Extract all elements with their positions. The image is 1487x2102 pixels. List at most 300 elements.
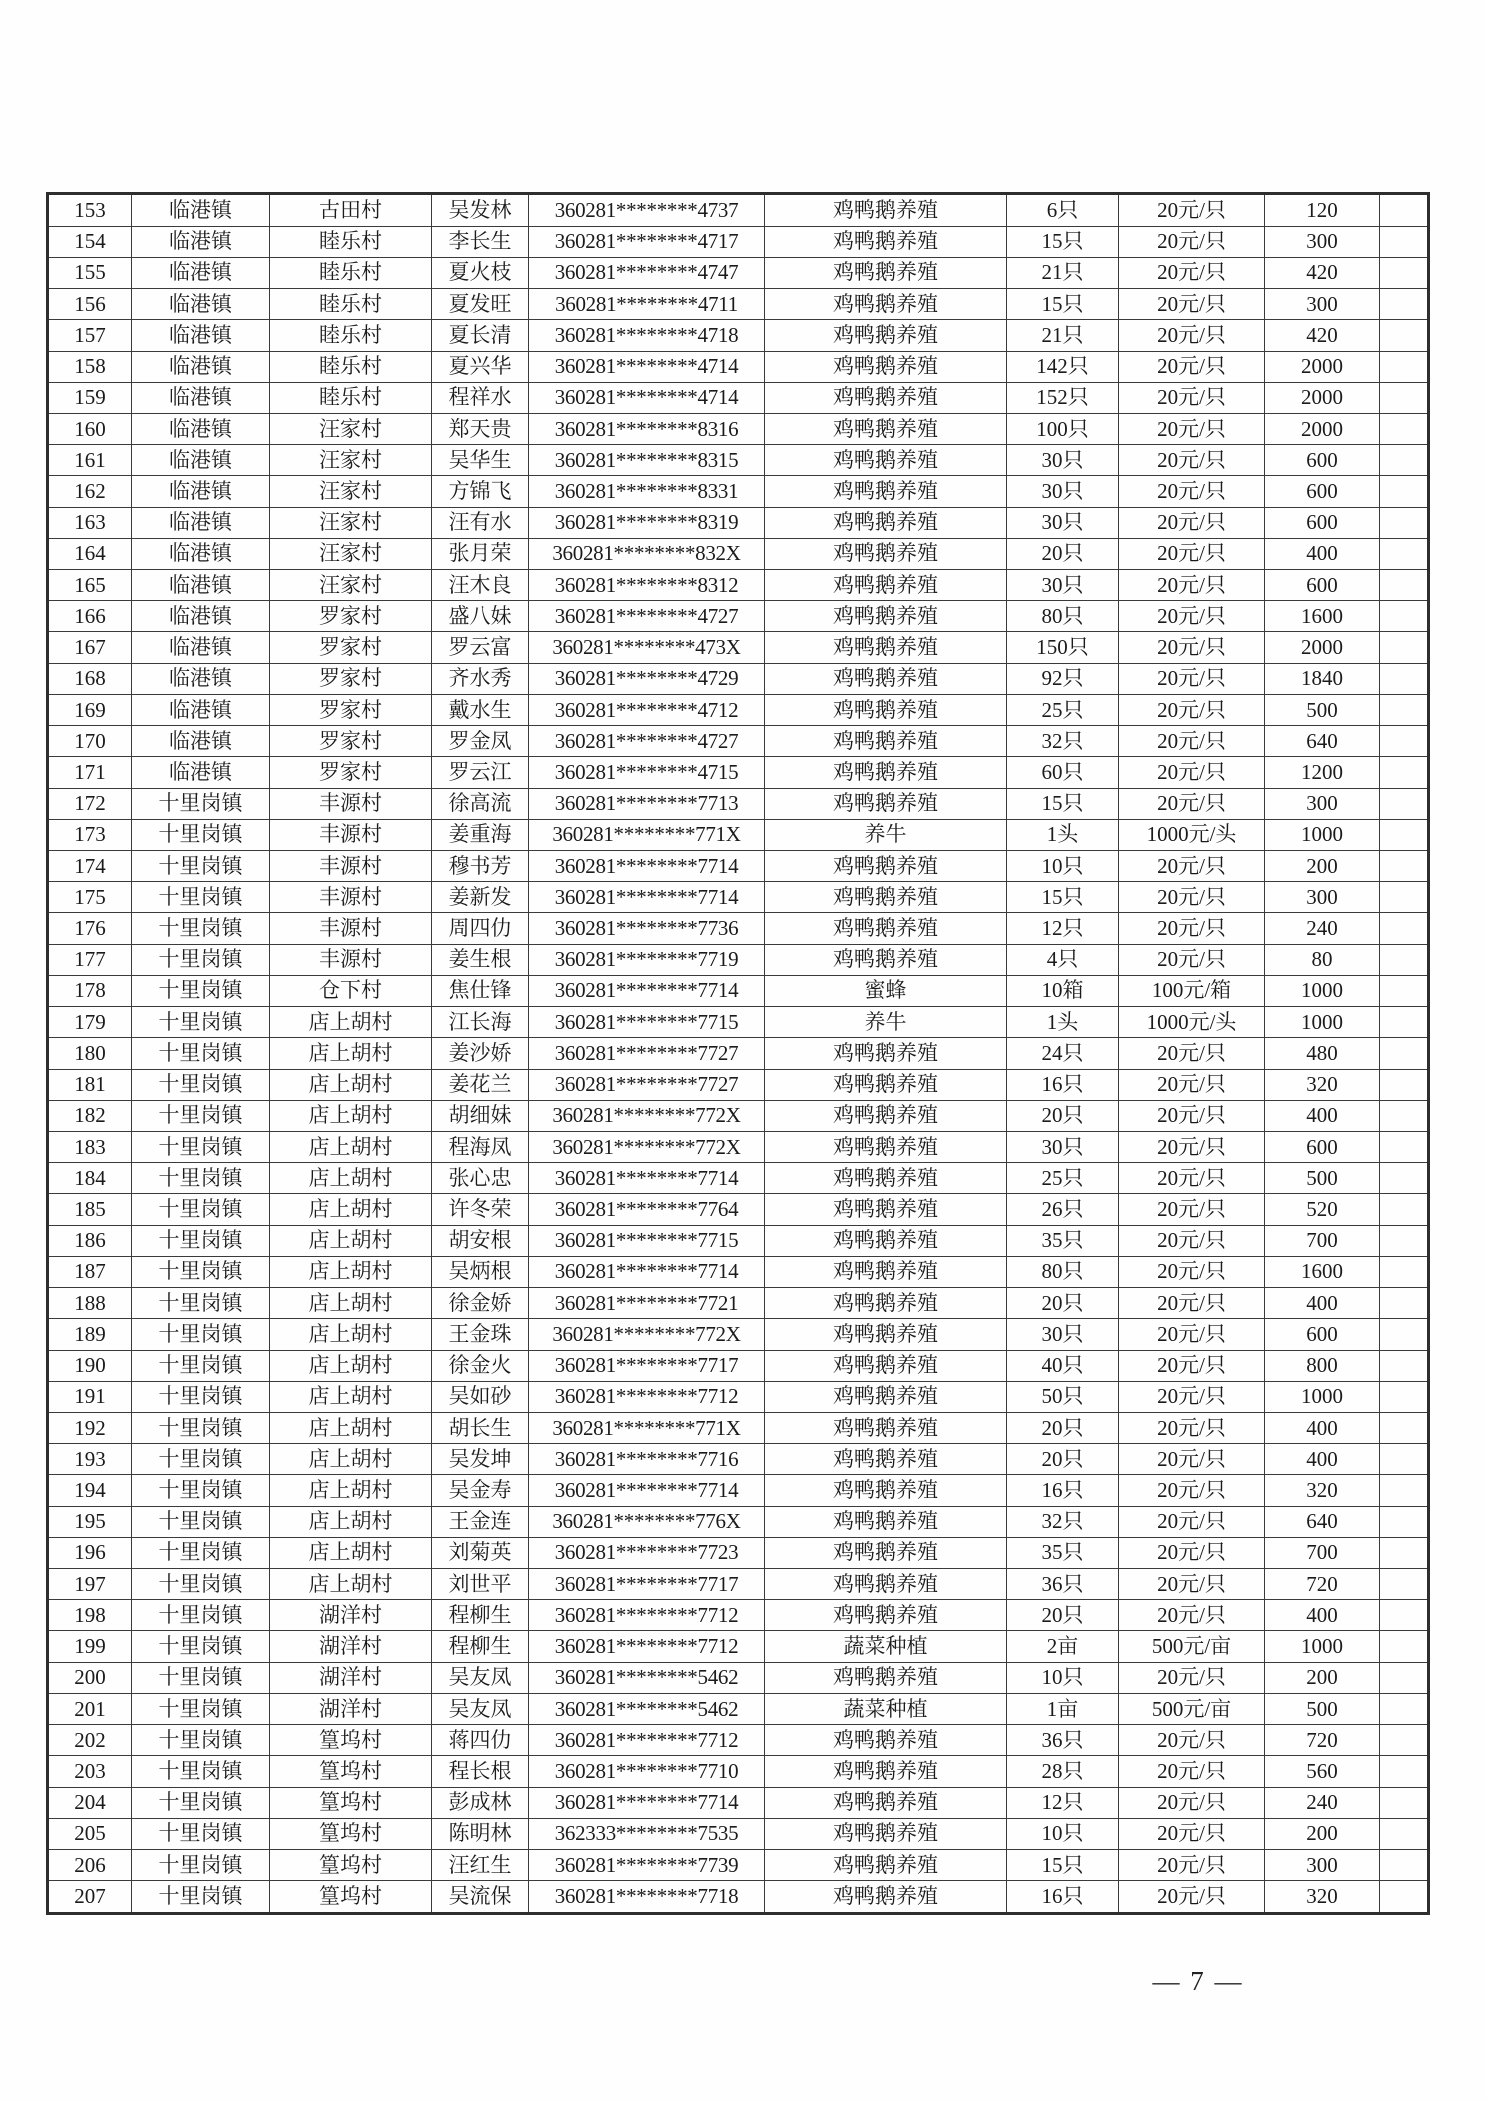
cell-unit-price: 20元/只 — [1119, 226, 1265, 257]
cell-quantity: 1亩 — [1007, 1693, 1119, 1724]
cell-quantity: 92只 — [1007, 663, 1119, 694]
cell-amount: 300 — [1265, 882, 1380, 913]
cell-index: 166 — [48, 601, 132, 632]
cell-id-masked: 360281********7712 — [529, 1600, 765, 1631]
cell-unit-price: 20元/只 — [1119, 1725, 1265, 1756]
cell-remark — [1380, 1225, 1429, 1256]
cell-quantity: 1头 — [1007, 819, 1119, 850]
cell-index: 177 — [48, 944, 132, 975]
cell-amount: 640 — [1265, 726, 1380, 757]
cell-village: 汪家村 — [270, 538, 432, 569]
cell-town: 十里岗镇 — [132, 1319, 270, 1350]
cell-id-masked: 360281********7714 — [529, 1787, 765, 1818]
cell-id-masked: 360281********7714 — [529, 1475, 765, 1506]
cell-project-type: 鸡鸭鹅养殖 — [765, 663, 1007, 694]
table-row — [48, 351, 1429, 382]
cell-unit-price: 20元/只 — [1119, 1288, 1265, 1319]
cell-amount: 700 — [1265, 1537, 1380, 1568]
subsidy-table — [46, 192, 1430, 1915]
cell-id-masked: 360281********7714 — [529, 1256, 765, 1287]
table-row — [48, 601, 1429, 632]
cell-village: 罗家村 — [270, 601, 432, 632]
cell-project-type: 鸡鸭鹅养殖 — [765, 1163, 1007, 1194]
cell-town: 十里岗镇 — [132, 1475, 270, 1506]
cell-person-name: 吴友凤 — [432, 1662, 529, 1693]
cell-person-name: 姜重海 — [432, 819, 529, 850]
cell-index: 163 — [48, 507, 132, 538]
cell-remark — [1380, 226, 1429, 257]
cell-quantity: 4只 — [1007, 944, 1119, 975]
cell-village: 店上胡村 — [270, 1163, 432, 1194]
cell-village: 睦乐村 — [270, 289, 432, 320]
cell-person-name: 周四仂 — [432, 913, 529, 944]
table-row — [48, 1069, 1429, 1100]
cell-id-masked: 360281********771X — [529, 1412, 765, 1443]
cell-amount: 1000 — [1265, 1007, 1380, 1038]
cell-remark — [1380, 445, 1429, 476]
cell-index: 161 — [48, 445, 132, 476]
cell-quantity: 24只 — [1007, 1038, 1119, 1069]
table-row — [48, 194, 1429, 227]
table-row — [48, 1662, 1429, 1693]
cell-index: 172 — [48, 788, 132, 819]
cell-quantity: 21只 — [1007, 320, 1119, 351]
cell-project-type: 鸡鸭鹅养殖 — [765, 1725, 1007, 1756]
cell-quantity: 1头 — [1007, 1007, 1119, 1038]
table-row — [48, 1100, 1429, 1131]
cell-id-masked: 360281********7727 — [529, 1038, 765, 1069]
cell-unit-price: 20元/只 — [1119, 1319, 1265, 1350]
cell-project-type: 鸡鸭鹅养殖 — [765, 413, 1007, 444]
cell-remark — [1380, 1412, 1429, 1443]
cell-remark — [1380, 538, 1429, 569]
cell-town: 十里岗镇 — [132, 1756, 270, 1787]
cell-project-type: 鸡鸭鹅养殖 — [765, 1256, 1007, 1287]
cell-quantity: 15只 — [1007, 1850, 1119, 1881]
cell-quantity: 25只 — [1007, 1163, 1119, 1194]
cell-project-type: 鸡鸭鹅养殖 — [765, 1194, 1007, 1225]
cell-town: 十里岗镇 — [132, 1256, 270, 1287]
cell-project-type: 鸡鸭鹅养殖 — [765, 538, 1007, 569]
cell-quantity: 35只 — [1007, 1225, 1119, 1256]
cell-project-type: 鸡鸭鹅养殖 — [765, 1038, 1007, 1069]
cell-town: 十里岗镇 — [132, 882, 270, 913]
cell-quantity: 16只 — [1007, 1475, 1119, 1506]
cell-town: 十里岗镇 — [132, 1100, 270, 1131]
table-row — [48, 507, 1429, 538]
cell-village: 湖洋村 — [270, 1662, 432, 1693]
cell-id-masked: 360281********7739 — [529, 1850, 765, 1881]
table-row — [48, 1475, 1429, 1506]
cell-village: 店上胡村 — [270, 1537, 432, 1568]
cell-id-masked: 360281********7719 — [529, 944, 765, 975]
cell-id-masked: 360281********7712 — [529, 1725, 765, 1756]
cell-index: 155 — [48, 257, 132, 288]
cell-quantity: 15只 — [1007, 289, 1119, 320]
cell-id-masked: 360281********772X — [529, 1319, 765, 1350]
cell-project-type: 鸡鸭鹅养殖 — [765, 1131, 1007, 1162]
cell-unit-price: 100元/箱 — [1119, 975, 1265, 1006]
cell-id-masked: 360281********8316 — [529, 413, 765, 444]
cell-remark — [1380, 1693, 1429, 1724]
cell-town: 临港镇 — [132, 476, 270, 507]
cell-project-type: 鸡鸭鹅养殖 — [765, 882, 1007, 913]
cell-town: 临港镇 — [132, 570, 270, 601]
cell-index: 179 — [48, 1007, 132, 1038]
cell-amount: 300 — [1265, 289, 1380, 320]
cell-project-type: 鸡鸭鹅养殖 — [765, 1319, 1007, 1350]
cell-amount: 120 — [1265, 194, 1380, 227]
cell-index: 182 — [48, 1100, 132, 1131]
table-row — [48, 819, 1429, 850]
cell-town: 十里岗镇 — [132, 975, 270, 1006]
cell-person-name: 姜新发 — [432, 882, 529, 913]
cell-project-type: 鸡鸭鹅养殖 — [765, 1787, 1007, 1818]
cell-village: 篁坞村 — [270, 1756, 432, 1787]
cell-index: 164 — [48, 538, 132, 569]
cell-remark — [1380, 851, 1429, 882]
cell-unit-price: 20元/只 — [1119, 1818, 1265, 1849]
table-row — [48, 289, 1429, 320]
cell-project-type: 鸡鸭鹅养殖 — [765, 1475, 1007, 1506]
cell-project-type: 养牛 — [765, 1007, 1007, 1038]
cell-id-masked: 360281********7712 — [529, 1381, 765, 1412]
cell-amount: 560 — [1265, 1756, 1380, 1787]
cell-unit-price: 20元/只 — [1119, 1662, 1265, 1693]
cell-village: 篁坞村 — [270, 1787, 432, 1818]
cell-project-type: 鸡鸭鹅养殖 — [765, 507, 1007, 538]
cell-amount: 400 — [1265, 1288, 1380, 1319]
cell-person-name: 徐金火 — [432, 1350, 529, 1381]
cell-remark — [1380, 1131, 1429, 1162]
cell-index: 201 — [48, 1693, 132, 1724]
cell-index: 175 — [48, 882, 132, 913]
cell-remark — [1380, 289, 1429, 320]
cell-id-masked: 360281********4747 — [529, 257, 765, 288]
cell-quantity: 12只 — [1007, 1787, 1119, 1818]
cell-amount: 300 — [1265, 788, 1380, 819]
cell-amount: 300 — [1265, 226, 1380, 257]
cell-remark — [1380, 1381, 1429, 1412]
cell-index: 184 — [48, 1163, 132, 1194]
cell-unit-price: 20元/只 — [1119, 1038, 1265, 1069]
cell-project-type: 鸡鸭鹅养殖 — [765, 1444, 1007, 1475]
cell-village: 店上胡村 — [270, 1350, 432, 1381]
cell-person-name: 江长海 — [432, 1007, 529, 1038]
table-row — [48, 1038, 1429, 1069]
cell-project-type: 鸡鸭鹅养殖 — [765, 1662, 1007, 1693]
cell-unit-price: 500元/亩 — [1119, 1693, 1265, 1724]
cell-amount: 1840 — [1265, 663, 1380, 694]
cell-project-type: 鸡鸭鹅养殖 — [765, 1350, 1007, 1381]
cell-remark — [1380, 663, 1429, 694]
cell-index: 200 — [48, 1662, 132, 1693]
cell-person-name: 许冬荣 — [432, 1194, 529, 1225]
cell-id-masked: 362333********7535 — [529, 1818, 765, 1849]
cell-remark — [1380, 1350, 1429, 1381]
cell-town: 十里岗镇 — [132, 1631, 270, 1662]
cell-town: 临港镇 — [132, 194, 270, 227]
cell-project-type: 鸡鸭鹅养殖 — [765, 757, 1007, 788]
cell-village: 丰源村 — [270, 882, 432, 913]
cell-town: 十里岗镇 — [132, 1412, 270, 1443]
cell-village: 丰源村 — [270, 913, 432, 944]
cell-index: 203 — [48, 1756, 132, 1787]
cell-amount: 600 — [1265, 1319, 1380, 1350]
cell-town: 临港镇 — [132, 289, 270, 320]
cell-id-masked: 360281********7714 — [529, 882, 765, 913]
cell-person-name: 夏长清 — [432, 320, 529, 351]
cell-index: 188 — [48, 1288, 132, 1319]
table-row — [48, 1444, 1429, 1475]
cell-town: 十里岗镇 — [132, 1506, 270, 1537]
cell-person-name: 吴发林 — [432, 194, 529, 227]
cell-unit-price: 20元/只 — [1119, 194, 1265, 227]
cell-remark — [1380, 726, 1429, 757]
cell-remark — [1380, 1194, 1429, 1225]
table-row — [48, 1569, 1429, 1600]
cell-village: 睦乐村 — [270, 320, 432, 351]
cell-village: 罗家村 — [270, 632, 432, 663]
cell-id-masked: 360281********7727 — [529, 1069, 765, 1100]
cell-person-name: 夏发旺 — [432, 289, 529, 320]
cell-unit-price: 20元/只 — [1119, 1600, 1265, 1631]
cell-person-name: 戴水生 — [432, 694, 529, 725]
cell-index: 171 — [48, 757, 132, 788]
table-row — [48, 226, 1429, 257]
cell-id-masked: 360281********7714 — [529, 1163, 765, 1194]
cell-quantity: 10只 — [1007, 1662, 1119, 1693]
cell-unit-price: 20元/只 — [1119, 757, 1265, 788]
cell-unit-price: 20元/只 — [1119, 538, 1265, 569]
cell-amount: 80 — [1265, 944, 1380, 975]
cell-town: 十里岗镇 — [132, 1537, 270, 1568]
cell-remark — [1380, 1475, 1429, 1506]
cell-index: 157 — [48, 320, 132, 351]
cell-project-type: 鸡鸭鹅养殖 — [765, 257, 1007, 288]
cell-amount: 600 — [1265, 445, 1380, 476]
cell-village: 篁坞村 — [270, 1725, 432, 1756]
table-row — [48, 413, 1429, 444]
cell-person-name: 胡细妹 — [432, 1100, 529, 1131]
cell-person-name: 焦仕锋 — [432, 975, 529, 1006]
cell-unit-price: 20元/只 — [1119, 1756, 1265, 1787]
cell-index: 205 — [48, 1818, 132, 1849]
cell-unit-price: 20元/只 — [1119, 1787, 1265, 1818]
cell-id-masked: 360281********771X — [529, 819, 765, 850]
cell-id-masked: 360281********7723 — [529, 1537, 765, 1568]
cell-project-type: 蜜蜂 — [765, 975, 1007, 1006]
cell-id-masked: 360281********4718 — [529, 320, 765, 351]
cell-id-masked: 360281********473X — [529, 632, 765, 663]
cell-village: 店上胡村 — [270, 1569, 432, 1600]
cell-id-masked: 360281********7714 — [529, 851, 765, 882]
cell-person-name: 张心忠 — [432, 1163, 529, 1194]
table-row — [48, 382, 1429, 413]
cell-person-name: 穆书芳 — [432, 851, 529, 882]
cell-id-masked: 360281********7712 — [529, 1631, 765, 1662]
table-row — [48, 1381, 1429, 1412]
cell-amount: 500 — [1265, 694, 1380, 725]
cell-amount: 200 — [1265, 851, 1380, 882]
cell-village: 汪家村 — [270, 570, 432, 601]
cell-amount: 600 — [1265, 1131, 1380, 1162]
cell-person-name: 张月荣 — [432, 538, 529, 569]
cell-amount: 640 — [1265, 1506, 1380, 1537]
cell-amount: 1000 — [1265, 1381, 1380, 1412]
cell-index: 194 — [48, 1475, 132, 1506]
cell-index: 181 — [48, 1069, 132, 1100]
cell-amount: 200 — [1265, 1662, 1380, 1693]
table-row — [48, 882, 1429, 913]
cell-unit-price: 20元/只 — [1119, 445, 1265, 476]
cell-quantity: 32只 — [1007, 726, 1119, 757]
cell-project-type: 鸡鸭鹅养殖 — [765, 851, 1007, 882]
cell-amount: 400 — [1265, 1100, 1380, 1131]
table-row — [48, 445, 1429, 476]
cell-unit-price: 20元/只 — [1119, 1131, 1265, 1162]
cell-id-masked: 360281********8331 — [529, 476, 765, 507]
cell-village: 湖洋村 — [270, 1600, 432, 1631]
cell-amount: 320 — [1265, 1881, 1380, 1914]
cell-town: 十里岗镇 — [132, 1350, 270, 1381]
cell-project-type: 鸡鸭鹅养殖 — [765, 1412, 1007, 1443]
cell-quantity: 100只 — [1007, 413, 1119, 444]
cell-remark — [1380, 1600, 1429, 1631]
cell-person-name: 吴发坤 — [432, 1444, 529, 1475]
cell-quantity: 60只 — [1007, 757, 1119, 788]
cell-index: 195 — [48, 1506, 132, 1537]
table-row — [48, 1600, 1429, 1631]
cell-quantity: 30只 — [1007, 1319, 1119, 1350]
cell-person-name: 汪有水 — [432, 507, 529, 538]
cell-quantity: 30只 — [1007, 476, 1119, 507]
cell-town: 十里岗镇 — [132, 819, 270, 850]
cell-town: 临港镇 — [132, 757, 270, 788]
table-row — [48, 257, 1429, 288]
cell-person-name: 盛八妹 — [432, 601, 529, 632]
cell-remark — [1380, 257, 1429, 288]
cell-remark — [1380, 1506, 1429, 1537]
cell-amount: 800 — [1265, 1350, 1380, 1381]
cell-project-type: 鸡鸭鹅养殖 — [765, 944, 1007, 975]
cell-amount: 720 — [1265, 1725, 1380, 1756]
cell-id-masked: 360281********5462 — [529, 1693, 765, 1724]
cell-person-name: 程长根 — [432, 1756, 529, 1787]
cell-person-name: 程祥水 — [432, 382, 529, 413]
cell-person-name: 吴友凤 — [432, 1693, 529, 1724]
cell-remark — [1380, 320, 1429, 351]
cell-index: 154 — [48, 226, 132, 257]
cell-town: 十里岗镇 — [132, 788, 270, 819]
cell-village: 店上胡村 — [270, 1288, 432, 1319]
cell-village: 店上胡村 — [270, 1194, 432, 1225]
cell-remark — [1380, 1007, 1429, 1038]
cell-amount: 720 — [1265, 1569, 1380, 1600]
cell-village: 罗家村 — [270, 757, 432, 788]
cell-town: 临港镇 — [132, 320, 270, 351]
cell-unit-price: 20元/只 — [1119, 1194, 1265, 1225]
cell-id-masked: 360281********4712 — [529, 694, 765, 725]
cell-project-type: 鸡鸭鹅养殖 — [765, 1818, 1007, 1849]
cell-index: 176 — [48, 913, 132, 944]
table-row — [48, 320, 1429, 351]
cell-project-type: 鸡鸭鹅养殖 — [765, 1537, 1007, 1568]
table-row — [48, 1131, 1429, 1162]
cell-quantity: 15只 — [1007, 788, 1119, 819]
cell-unit-price: 1000元/头 — [1119, 1007, 1265, 1038]
cell-id-masked: 360281********4727 — [529, 601, 765, 632]
cell-index: 183 — [48, 1131, 132, 1162]
cell-quantity: 150只 — [1007, 632, 1119, 663]
cell-index: 189 — [48, 1319, 132, 1350]
cell-person-name: 程柳生 — [432, 1631, 529, 1662]
cell-town: 十里岗镇 — [132, 1693, 270, 1724]
table-row — [48, 757, 1429, 788]
cell-quantity: 20只 — [1007, 1288, 1119, 1319]
cell-unit-price: 1000元/头 — [1119, 819, 1265, 850]
cell-village: 店上胡村 — [270, 1444, 432, 1475]
cell-unit-price: 20元/只 — [1119, 1412, 1265, 1443]
table-row — [48, 1881, 1429, 1914]
table-row — [48, 1350, 1429, 1381]
cell-unit-price: 20元/只 — [1119, 1069, 1265, 1100]
cell-index: 168 — [48, 663, 132, 694]
cell-town: 临港镇 — [132, 413, 270, 444]
cell-person-name: 程柳生 — [432, 1600, 529, 1631]
cell-amount: 320 — [1265, 1069, 1380, 1100]
cell-id-masked: 360281********7715 — [529, 1225, 765, 1256]
cell-index: 167 — [48, 632, 132, 663]
cell-index: 169 — [48, 694, 132, 725]
cell-remark — [1380, 788, 1429, 819]
cell-id-masked: 360281********7764 — [529, 1194, 765, 1225]
cell-quantity: 16只 — [1007, 1881, 1119, 1914]
cell-town: 十里岗镇 — [132, 1194, 270, 1225]
table-row — [48, 632, 1429, 663]
cell-project-type: 鸡鸭鹅养殖 — [765, 476, 1007, 507]
cell-remark — [1380, 476, 1429, 507]
cell-town: 临港镇 — [132, 382, 270, 413]
cell-amount: 1000 — [1265, 1631, 1380, 1662]
cell-quantity: 50只 — [1007, 1381, 1119, 1412]
cell-village: 罗家村 — [270, 663, 432, 694]
cell-unit-price: 20元/只 — [1119, 1100, 1265, 1131]
cell-town: 十里岗镇 — [132, 1444, 270, 1475]
cell-village: 湖洋村 — [270, 1693, 432, 1724]
cell-village: 店上胡村 — [270, 1256, 432, 1287]
cell-remark — [1380, 507, 1429, 538]
cell-person-name: 姜沙娇 — [432, 1038, 529, 1069]
cell-town: 临港镇 — [132, 507, 270, 538]
cell-unit-price: 20元/只 — [1119, 289, 1265, 320]
cell-project-type: 鸡鸭鹅养殖 — [765, 726, 1007, 757]
cell-remark — [1380, 1163, 1429, 1194]
cell-project-type: 鸡鸭鹅养殖 — [765, 632, 1007, 663]
cell-town: 临港镇 — [132, 226, 270, 257]
cell-quantity: 21只 — [1007, 257, 1119, 288]
table-row — [48, 694, 1429, 725]
cell-quantity: 30只 — [1007, 445, 1119, 476]
cell-town: 临港镇 — [132, 601, 270, 632]
table-row — [48, 1194, 1429, 1225]
cell-quantity: 142只 — [1007, 351, 1119, 382]
cell-village: 店上胡村 — [270, 1475, 432, 1506]
table-row — [48, 788, 1429, 819]
cell-village: 罗家村 — [270, 694, 432, 725]
cell-index: 198 — [48, 1600, 132, 1631]
cell-id-masked: 360281********7717 — [529, 1350, 765, 1381]
